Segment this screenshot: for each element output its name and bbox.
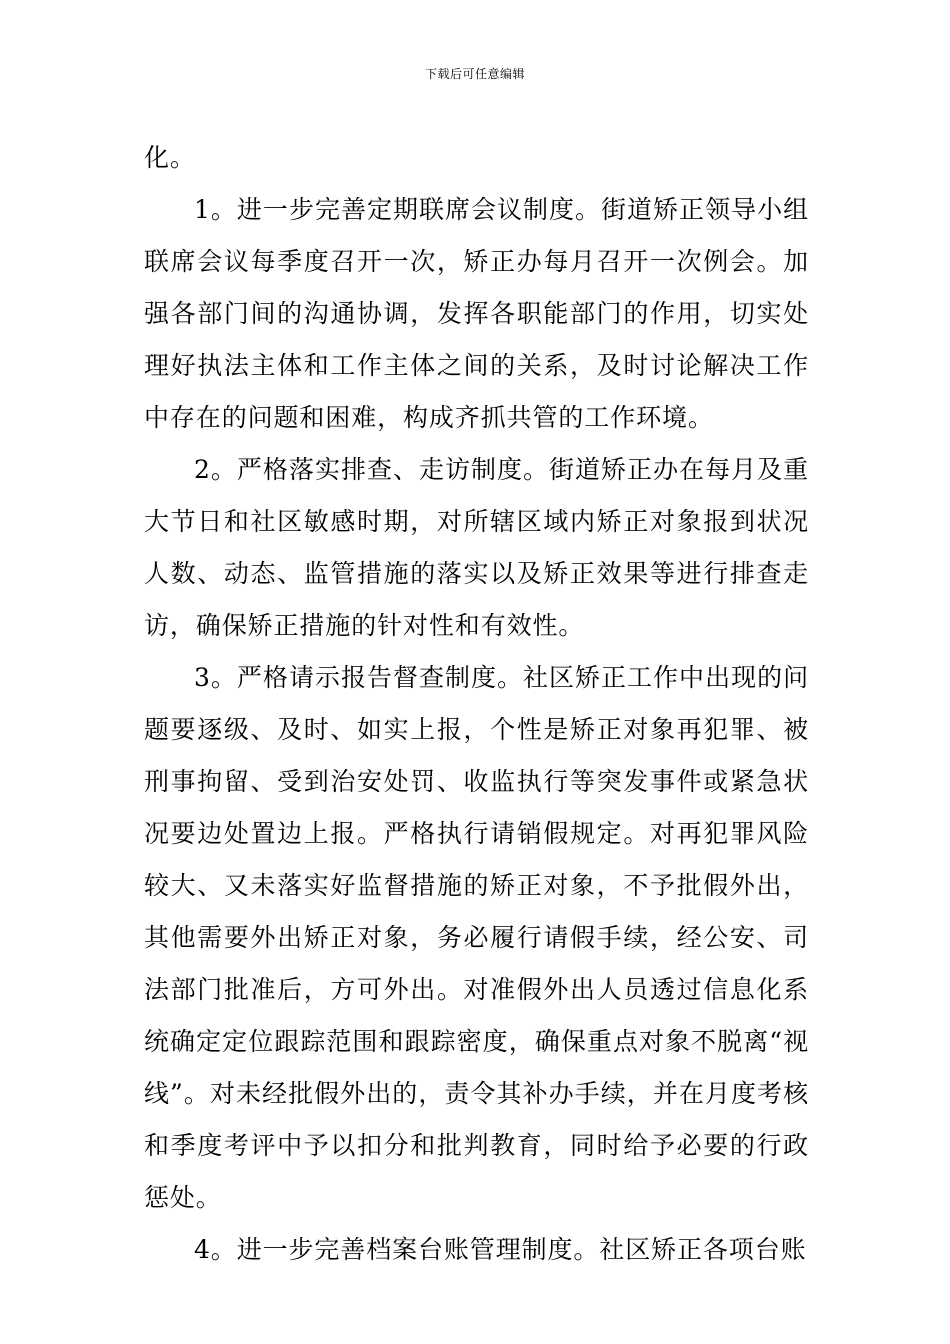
document-body xyxy=(144,132,809,1276)
paragraph-continuation: 化。 xyxy=(144,143,196,172)
paragraph-item-2: 2。严格落实排查、走访制度。街道矫正办在每月及重大节日和社区敏感时期，对所辖区域内矫正对象报到状况人数、动态、监管措施的落实以及矫正效果等进行排查走访，确保矫正措施的针对性和有效性。 xyxy=(144,455,809,640)
paragraph-item-3: 3。严格请示报告督查制度。社区矫正工作中出现的问题要逐级、及时、如实上报，个性是矫正对象再犯罪、被刑事拘留、受到治安处罚、收监执行等突发事件或紧急状况要边处置边上报。严格执行请销假规定。对再犯罪风险较大、又未落实好监督措施的矫正对象，不予批假外出，其他需要外出矫正对象，务必履行请假手续，经公安、司法部门批准后，方可外出。对准假外出人员透过信息化系统确定定位跟踪范围和跟踪密度，确保重点对象不脱离“视线”。对未经批假外出的，责令其补办手续，并在月度考核和季度考评中予以扣分和批判教育，同时给予必要的行政惩处。 xyxy=(144,663,809,1212)
paragraph-item-4: 4。进一步完善档案台账管理制度。社区矫正各项台账 xyxy=(194,1235,807,1264)
paragraph-item-1: 1。进一步完善定期联席会议制度。街道矫正领导小组联席会议每季度召开一次，矫正办每月召开一次例会。加强各部门间的沟通协调，发挥各职能部门的作用，切实处理好执法主体和工作主体之间的关系，及时讨论解决工作中存在的问题和困难，构成齐抓共管的工作环境。 xyxy=(144,195,809,432)
page-header: 下载后可任意编辑 xyxy=(424,67,525,81)
